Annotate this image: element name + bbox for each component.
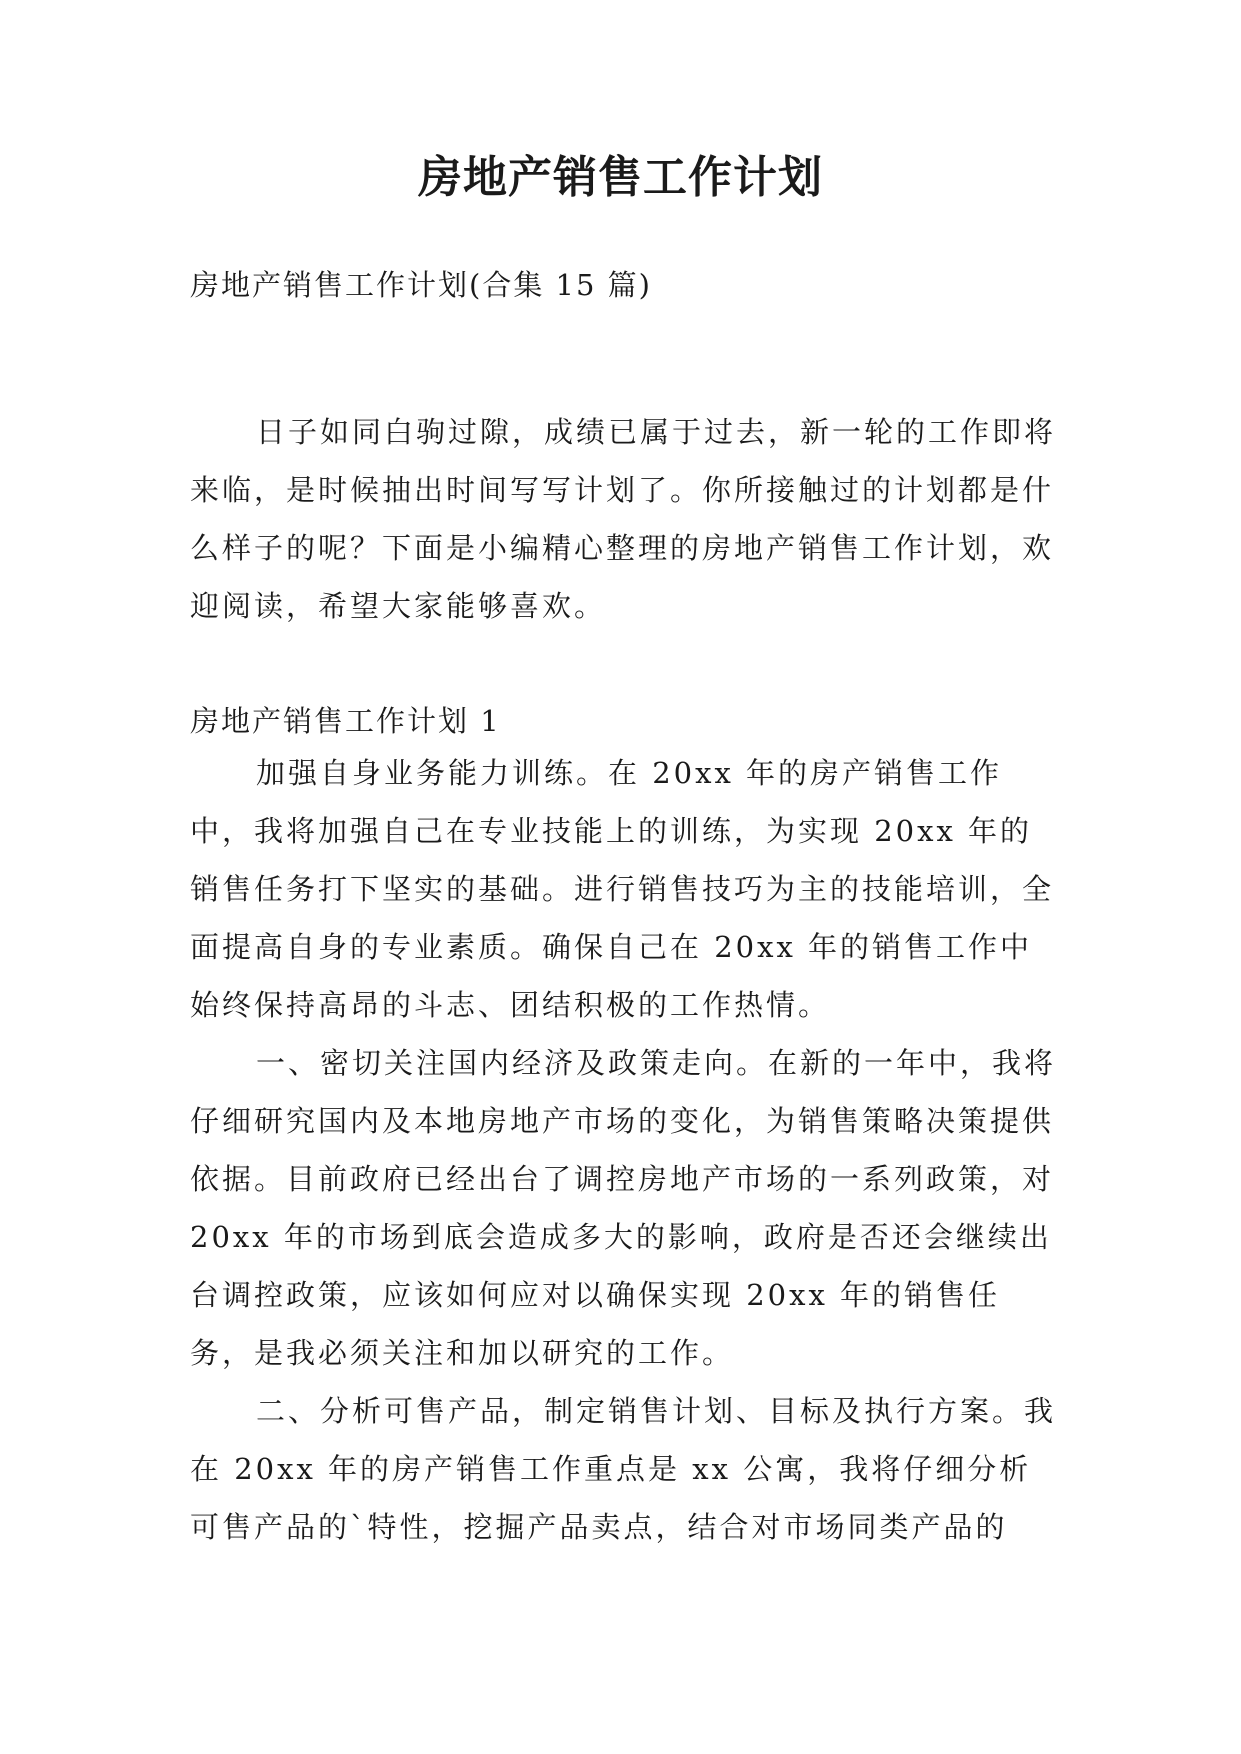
body-paragraph: 加强自身业务能力训练。在 20xx 年的房产销售工作中，我将加强自己在专业技能上的训练，为实现 20xx 年的销售任务打下坚实的基础。进行销售技巧为主的技能培训，全面提高自身的专业素质。确保自己在 20xx 年的销售工作中始终保持高昂的斗志、团结积极的工作热情。: [190, 756, 1055, 1022]
document-subtitle: 房地产销售工作计划(合集 15 篇): [190, 268, 652, 302]
document-title: 房地产销售工作计划: [418, 152, 823, 203]
intro-paragraph: 日子如同白驹过隙，成绩已属于过去，新一轮的工作即将来临，是时候抽出时间写写计划了。你所接触过的计划都是什么样子的呢？下面是小编精心整理的房地产销售工作计划，欢迎阅读，希望大家能够喜欢。: [190, 415, 1057, 623]
body-paragraph: 二、分析可售产品，制定销售计划、目标及执行方案。我在 20xx 年的房产销售工作重点是 xx 公寓，我将仔细分析可售产品的`特性，挖掘产品卖点，结合对市场同类产品的: [190, 1394, 1057, 1544]
section-heading: 房地产销售工作计划 1: [190, 704, 501, 738]
body-paragraph: 一、密切关注国内经济及政策走向。在新的一年中，我将仔细研究国内及本地房地产市场的变化，为销售策略决策提供依据。目前政府已经出台了调控房地产市场的一系列政策，对 20xx 年的市场到底会造成多大的影响，政府是否还会继续出台调控政策，应该如何应对以确保实现 20xx 年的销售任务，是我必须关注和加以研究的工作。: [190, 1046, 1057, 1370]
